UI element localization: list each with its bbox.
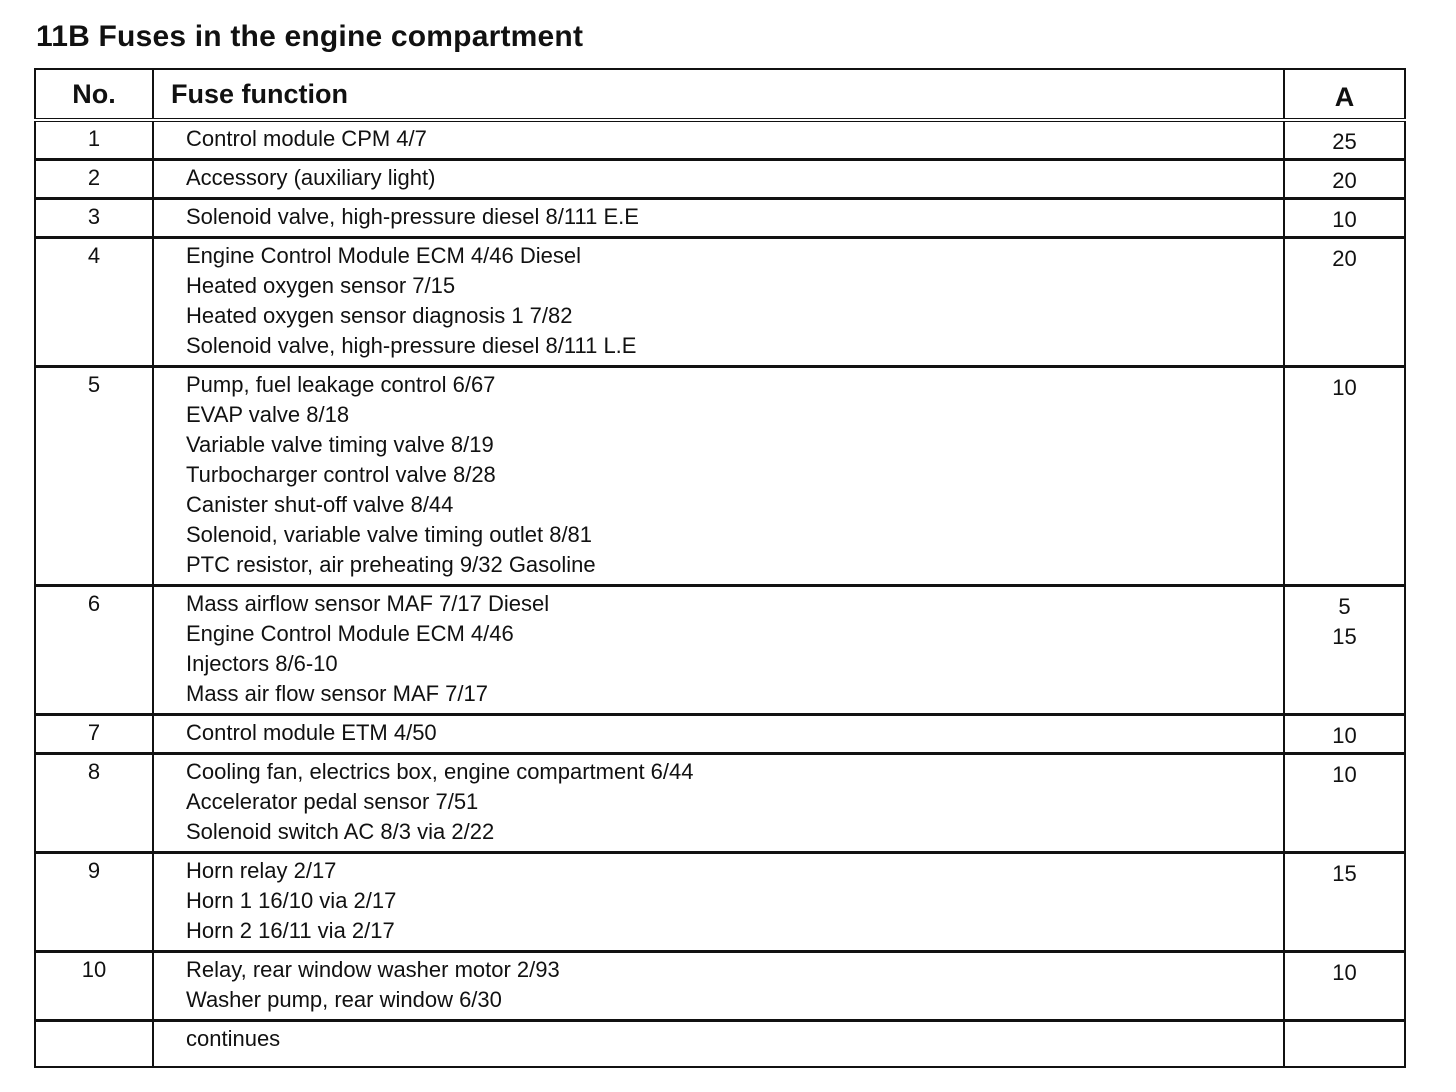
fuse-number: 10 — [35, 952, 153, 1021]
table-row — [35, 754, 1405, 853]
fuse-amperage: 20 — [1332, 246, 1357, 271]
fuse-function: Solenoid valve, high-pressure diesel 8/111 L.E — [186, 333, 637, 358]
fuse-amperage: 15 — [1332, 624, 1357, 649]
fuse-table — [34, 68, 1406, 1068]
fuse-function: Engine Control Module ECM 4/46 Diesel — [186, 243, 581, 268]
fuse-function: Heated oxygen sensor 7/15 — [186, 273, 456, 298]
table-row — [35, 1021, 1405, 1068]
fuse-function-cell — [153, 853, 1284, 952]
fuse-number: 5 — [35, 367, 153, 586]
fuse-amperage: 10 — [1332, 375, 1357, 400]
fuse-function-cell — [153, 754, 1284, 853]
fuse-function: Heated oxygen sensor diagnosis 1 7/82 — [186, 303, 573, 328]
fuse-function: Canister shut-off valve 8/44 — [186, 492, 454, 517]
fuse-amperage-cell — [1284, 853, 1405, 952]
fuse-function: Accelerator pedal sensor 7/51 — [186, 789, 479, 814]
fuse-number: 1 — [35, 120, 153, 160]
table-header-row — [35, 69, 1405, 120]
fuse-amperage-cell — [1284, 160, 1405, 199]
table-row — [35, 853, 1405, 952]
fuse-function-cell — [153, 586, 1284, 715]
fuse-function-cell — [153, 952, 1284, 1021]
table-row — [35, 367, 1405, 586]
fuse-amperage: 25 — [1332, 129, 1357, 154]
fuse-function: EVAP valve 8/18 — [186, 402, 350, 427]
fuse-amperage-cell — [1284, 238, 1405, 367]
fuse-number: 9 — [35, 853, 153, 952]
fuse-number: 8 — [35, 754, 153, 853]
fuse-function: Horn 2 16/11 via 2/17 — [186, 918, 395, 943]
table-row — [35, 238, 1405, 367]
table-row — [35, 586, 1405, 715]
fuse-function-cell — [153, 120, 1284, 160]
column-header-amp: A — [1284, 69, 1405, 120]
page-title: 11B Fuses in the engine compartment — [36, 20, 584, 53]
fuse-function: Control module ETM 4/50 — [186, 720, 437, 745]
fuse-function: Cooling fan, electrics box, engine compartment 6/44 — [186, 759, 694, 784]
fuse-function: PTC resistor, air preheating 9/32 Gasoline — [186, 552, 596, 577]
fuse-function: Turbocharger control valve 8/28 — [186, 462, 496, 487]
fuse-function: continues — [186, 1026, 281, 1051]
table-row — [35, 199, 1405, 238]
table-row — [35, 952, 1405, 1021]
table-row — [35, 120, 1405, 160]
fuse-amperage-cell — [1284, 1021, 1405, 1068]
fuse-function-cell — [153, 367, 1284, 586]
fuse-function: Mass airflow sensor MAF 7/17 Diesel — [186, 591, 550, 616]
fuse-function: Injectors 8/6-10 — [186, 651, 338, 676]
fuse-number — [35, 1021, 153, 1068]
fuse-amperage: 5 — [1338, 594, 1351, 619]
fuse-function: Washer pump, rear window 6/30 — [186, 987, 502, 1012]
fuse-amperage: 15 — [1332, 861, 1357, 886]
fuse-function-cell — [153, 160, 1284, 199]
fuse-function: Solenoid, variable valve timing outlet 8/81 — [186, 522, 593, 547]
fuse-function: Variable valve timing valve 8/19 — [186, 432, 494, 457]
column-header-function: Fuse function — [153, 69, 1284, 120]
fuse-amperage-cell — [1284, 586, 1405, 715]
fuse-function: Control module CPM 4/7 — [186, 126, 427, 151]
fuse-function: Mass air flow sensor MAF 7/17 — [186, 681, 488, 706]
fuse-function: Pump, fuel leakage control 6/67 — [186, 372, 496, 397]
fuse-amperage: 10 — [1332, 723, 1357, 748]
table-row — [35, 160, 1405, 199]
fuse-number: 4 — [35, 238, 153, 367]
fuse-amperage-cell — [1284, 952, 1405, 1021]
table-row — [35, 715, 1405, 754]
fuse-function-cell — [153, 238, 1284, 367]
fuse-amperage-cell — [1284, 367, 1405, 586]
fuse-amperage-cell — [1284, 715, 1405, 754]
fuse-function: Engine Control Module ECM 4/46 — [186, 621, 514, 646]
fuse-number: 7 — [35, 715, 153, 754]
fuse-function-cell — [153, 1021, 1284, 1068]
fuse-function-cell — [153, 715, 1284, 754]
fuse-amperage: 10 — [1332, 207, 1357, 232]
fuse-amperage: 10 — [1332, 960, 1357, 985]
fuse-function: Solenoid valve, high-pressure diesel 8/111 E.E — [186, 204, 639, 229]
fuse-amperage: 20 — [1332, 168, 1357, 193]
fuse-function: Solenoid switch AC 8/3 via 2/22 — [186, 819, 495, 844]
fuse-number: 2 — [35, 160, 153, 199]
fuse-function-cell — [153, 199, 1284, 238]
fuse-number: 3 — [35, 199, 153, 238]
fuse-amperage-cell — [1284, 199, 1405, 238]
fuse-amperage-cell — [1284, 120, 1405, 160]
fuse-function: Horn 1 16/10 via 2/17 — [186, 888, 397, 913]
fuse-function: Relay, rear window washer motor 2/93 — [186, 957, 560, 982]
fuse-amperage: 10 — [1332, 762, 1357, 787]
fuse-function: Horn relay 2/17 — [186, 858, 337, 883]
fuse-function: Accessory (auxiliary light) — [186, 165, 436, 190]
fuse-amperage-cell — [1284, 754, 1405, 853]
fuse-number: 6 — [35, 586, 153, 715]
column-header-no: No. — [35, 69, 153, 120]
fuse-table-body — [35, 120, 1405, 1067]
